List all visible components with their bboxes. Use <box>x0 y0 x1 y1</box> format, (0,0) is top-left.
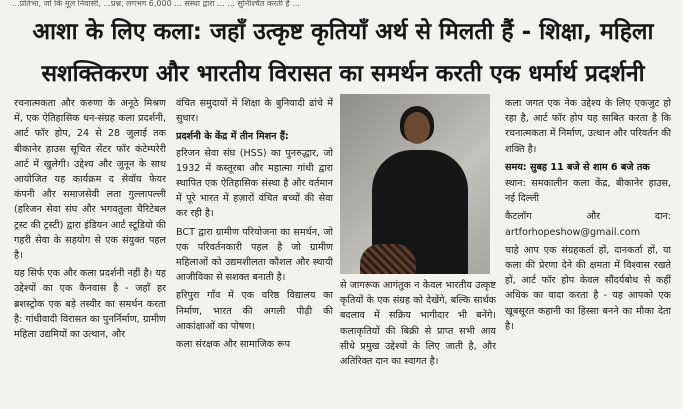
headline-line-2: सशक्तिकरण और भारतीय विरासत का समर्थन करती एक धर्मार्थ प्रदर्शनी <box>41 61 645 87</box>
article-column-2 <box>176 96 333 409</box>
col2-paragraph-2: हरिजन सेवा संघ (HSS) का पुनरुद्धार, जो 1932 में कस्तूरबा और महात्मा गांधी द्वारा स्थापित एक ऐतिहासिक संस्था है और वर्तमान में पूरे भारत में हज़ारों वंचित बच्चों की सेवा कर रही है। <box>176 147 333 220</box>
col2-paragraph-5: कला संरक्षक और सामाजिक रूप <box>176 339 291 351</box>
article-column-1 <box>14 96 166 409</box>
col4-paragraph-1: कला जगत एक नेक उद्देश्य के लिए एकजुट हो रहा है, आर्ट फॉर होप यह साबित करता है कि रचनात्मकता में निर्माण, उत्थान और परिवर्तन की शक्ति है। <box>505 98 671 155</box>
headline-line-1: आशा के लिए कला: जहाँ उत्कृष्ट कृतियाँ अर्थ से मिलती हैं - शिक्षा, महिला <box>32 19 654 45</box>
col1-paragraph-2: यह सिर्फ एक और कला प्रदर्शनी नहीं है। यह उद्देश्यों का एक कैनवास है - जहाँ हर ब्रशस्ट्रोक एक बड़े तस्वीर का समर्थन करता है: गांधीवादी विरासत का पुनर्निर्माण, ग्रामीण महिला उद्यमियों का उत्थान, और <box>14 268 166 341</box>
top-strip-text: ...प्रतिभा, जो कि मूल निवासी, ...प्रश्न, लगभग 6,000 ... संस्था द्वारा ... ... सुनिश्चित करती है ... <box>12 0 300 8</box>
col2-paragraph-3: BCT द्वारा ग्रामीण परियोजना का समर्थन, जो एक परिवर्तनकारी पहल है जो ग्रामीण महिलाओं को उद्यमशीलता कौशल और स्थायी आजीविका से सशक्त बनाती है। <box>176 226 333 284</box>
col4-paragraph-2: चाहे आप एक संग्रहकर्ता हों, दानकर्ता हों, या कला की प्रेरणा देने की क्षमता में विश्वास रखते हों, आर्ट फॉर होप केवल सौंदर्यबोध से कहीं अधिक का वादा करता है - यह आपको एक खूबसूरत कहानी का हिस्सा बनने का मौका देता है। <box>505 244 671 332</box>
col1-paragraph-1: रचनात्मकता और करुणा के अनूठे मिश्रण में, एक ऐतिहासिक धन-संग्रह कला प्रदर्शनी, आर्ट फॉर होप, 24 से 28 जुलाई तक बीकानेर हाउस सूचित सेंटर फॉर कंटेम्परेरी आर्ट में खुलेगी। उद्देश्य और जुनून के साथ आयोजित यह कार्यक्रम द सेवॉय फेयर कंपनी और समाजसेवी लता गुल्लापल्ली (हरिजन सेवा संघ और भगवतुला चैरिटेबल ट्रस्ट की ट्रस्टी) द्वारा इंडियन आर्ट स्टूडियो की गहरी सेवा के सहयोग से एक संयुक्त पहल है। <box>14 98 166 262</box>
col3-paragraph-1: से जागरूक आगंतुक न केवल भारतीय उत्कृष्ट कृतियों के एक संग्रह को देखेंगे, बल्कि सार्थक बदलाव में सक्रिय भागीदार भी बनेंगे। कलाकृतियों की बिक्री से प्राप्त सभी आय सीधे प्रमुख उद्देश्यों के लिए जाती है, और अतिरिक्त दान का स्वागत है। <box>340 280 496 368</box>
article-column-4 <box>505 96 671 409</box>
photo-figure-skirt <box>360 244 416 274</box>
col2-subheading: प्रदर्शनी के केंद्र में तीन मिशन हैं: <box>176 131 289 143</box>
col4-time-heading: समय: सुबह 11 बजे से शाम 6 बजे तक <box>505 161 650 173</box>
photo-figure-face <box>404 112 430 144</box>
article-column-3 <box>340 278 496 409</box>
col4-venue: स्थान: समकालीन कला केंद्र, बीकानेर हाउस, नई दिल्ली <box>505 178 671 205</box>
col4-contact: कैटलॉग और दान: artforhopeshow@gmail.com <box>505 211 671 238</box>
col2-paragraph-1: वंचित समुदायों में शिक्षा के बुनियादी ढांचे में सुधार। <box>176 98 333 125</box>
col2-paragraph-4: हरिपुरा गाँव में एक वरिष्ठ विद्यालय का निर्माण, भारत की अगली पीढ़ी की आकांक्षाओं का पोषण। <box>176 290 333 332</box>
portrait-photo <box>340 94 490 274</box>
